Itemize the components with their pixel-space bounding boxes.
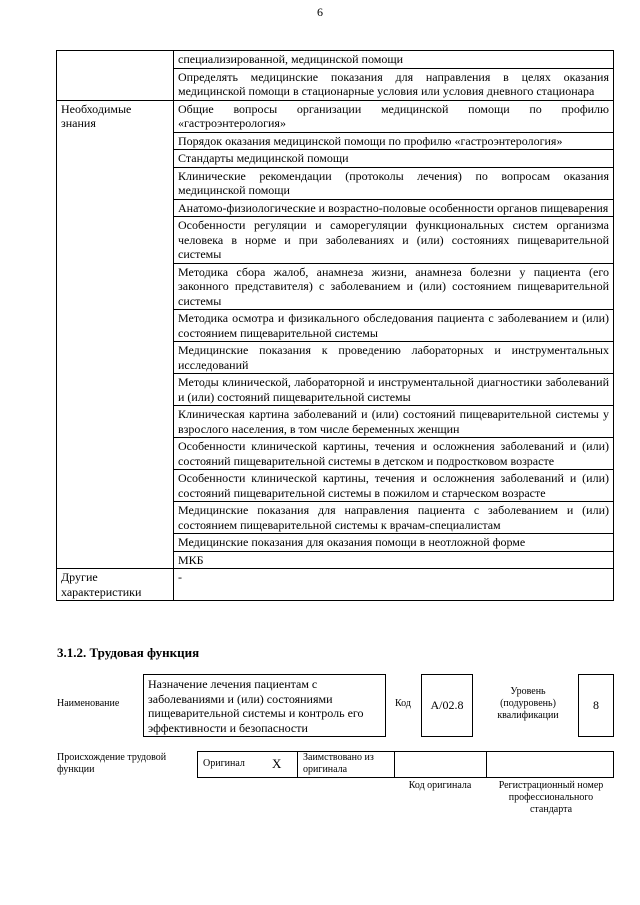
table-cell: - [174,569,614,601]
table-cell: Стандарты медицинской помощи [174,150,614,168]
origin-divider-1 [297,751,298,778]
borrowed-label: Заимствовано из оригинала [303,752,374,775]
table-cell: Медицинские показания для направления пациента с заболеванием и (или) состоянием пищеварительной системы к врачам-специалистам [174,502,614,534]
table-row [57,51,614,69]
code-label: Код [395,698,411,709]
table-cell: Методы клинической, лабораторной и инструментальной диагностики заболеваний и (или) состояний пищеварительной системы [174,374,614,406]
table-cell: Методика осмотра и физикального обследования пациента с заболеванием и (или) состоянием пищеварительной системы [174,310,614,342]
table-cell: Особенности клинической картины, течения и осложнения заболеваний и (или) состояний пищеварительной системы в детском и подростковом возрасте [174,438,614,470]
knowledge-label-cell: Необходимые знания [57,100,174,569]
original-label: Оригинал [203,758,245,769]
other-label-cell: Другие характеристики [57,569,174,601]
table-cell: Особенности регуляции и саморегуляции функциональных систем организма человека в норме и при заболеваниях и (или) состояниях пищеварительной системы [174,217,614,264]
page-number: 6 [317,5,323,19]
origin-label: Происхождение трудовой функции [57,752,167,775]
table-row [57,569,614,601]
knowledge-table [56,50,614,601]
table-cell: Порядок оказания медицинской помощи по профилю «гастроэнтерология» [174,132,614,150]
original-mark: Х [272,756,282,771]
table-cell: МКБ [174,551,614,569]
table-cell: Медицинские показания к проведению лабораторных и инструментальных исследований [174,342,614,374]
table-cell: специализированной, медицинской помощи [174,51,614,69]
reg-number-label: Регистрационный номер профессионального стандарта [498,780,604,815]
code-original-label: Код оригинала [408,780,472,791]
table-cell: Медицинские показания для оказания помощи в неотложной форме [174,534,614,552]
table-cell: Общие вопросы организации медицинской помощи по профилю «гастроэнтерология» [174,100,614,132]
table-cell: Анатомо-физиологические и возрастно-половые особенности органов пищеварения [174,199,614,217]
section-title: 3.1.2. Трудовая функция [57,645,200,660]
table-cell: Определять медицинские показания для направления в целях оказания медицинской помощи в стационарные условия или условия дневного стационара [174,68,614,100]
name-label: Наименование [57,698,120,709]
table-cell: Методика сбора жалоб, анамнеза жизни, анамнеза болезни у пациента (его законного представителя) с заболеванием и (или) состоянием пищеварительной системы [174,263,614,310]
level-label: Уровень (подуровень) квалификации [497,686,559,721]
continued-label-cell [57,51,174,101]
function-name-value: Назначение лечения пациентам с заболеваниями и (или) состояниями пищеварительной системы и контроль его эффективности и безопасности [143,674,386,737]
origin-divider-2 [394,751,395,778]
origin-divider-3 [486,751,487,778]
table-cell: Клинические рекомендации (протоколы лечения) по вопросам оказания медицинской помощи [174,167,614,199]
origin-row [197,751,614,778]
function-code-value: А/02.8 [421,674,473,737]
level-value: 8 [578,674,614,737]
table-row [57,100,614,132]
table-cell: Клиническая картина заболеваний и (или) состояний пищеварительной системы у взрослого населения, в том числе беременных женщин [174,406,614,438]
table-cell: Особенности клинической картины, течения и осложнения заболеваний и (или) состояний пищеварительной системы в пожилом и старческом возрасте [174,470,614,502]
